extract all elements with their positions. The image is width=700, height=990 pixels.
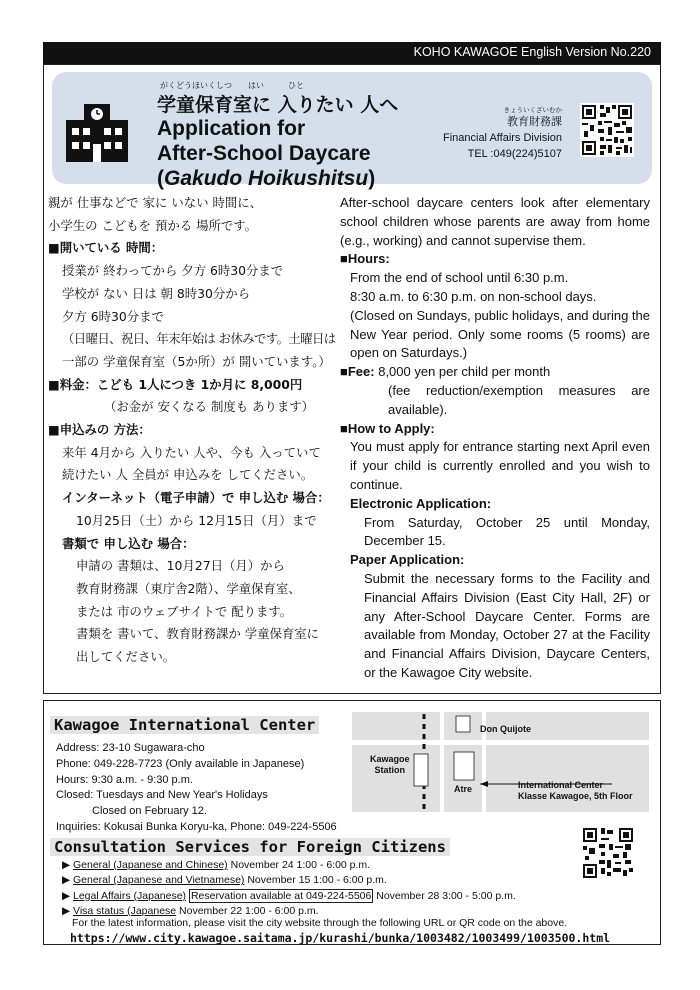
jp-heading-hours: ■開いている 時間：	[48, 240, 164, 256]
hours-heading: ■Hours:	[340, 251, 390, 267]
consultation-link[interactable]: General (Japanese and Chinese)	[73, 859, 228, 871]
map-label-atre: Atre	[454, 784, 473, 794]
jp-line: 授業が 終わってから 夕方 6時30分まで	[62, 263, 284, 279]
kic-closed-extra: Closed on February 12.	[92, 805, 207, 818]
title-japanese: 学童保育室に 入りたい 人へ	[157, 94, 399, 116]
qr-code[interactable]	[580, 103, 634, 157]
reservation-note: Reservation available at 049-224-5506	[190, 889, 372, 902]
school-building-icon	[66, 100, 128, 162]
jp-heading-fee: ■料金：こども 1人につき 1か月に 8,000円	[48, 376, 303, 392]
intro-paragraph: After-school daycare centers look after elementary school children whose parents are away from home (e.g., working) and cannot supervise them.	[340, 195, 650, 248]
consultation-item: ▶ General (Japanese and Vietnamese) November 15 1:00 - 6:00 p.m.	[62, 874, 387, 887]
jp-heading-apply: ■申込みの 方法：	[48, 422, 151, 438]
jp-line: 続けたい 人 全員が 申込みを してください。	[62, 467, 314, 483]
kic-inquiries: Inquiries: Kokusai Bunka Koryu-ka, Phone: 049-224-5506	[56, 820, 337, 833]
map-label-don-quijote: Don Quijote	[480, 724, 531, 734]
jp-line: （日曜日、祝日、年末年始は お休みです。土曜日は	[62, 331, 336, 347]
title-en-line3: (Gakudo Hoikushitsu)	[157, 167, 376, 190]
jp-line: 夕方 6時30分まで	[62, 308, 164, 324]
jp-line: 一部の 学童保育室（5か所）が 開いています。）	[62, 353, 331, 369]
city-website-link[interactable]: https://www.city.kawagoe.saitama.jp/kurashi/bunka/1003482/1003499/1003500.html	[70, 931, 611, 945]
jp-subheading-online: インターネット（電子申請）で 申し込む 場合：	[62, 490, 330, 506]
kic-phone: Phone: 049-228-7723 (Only available in Japanese)	[56, 757, 305, 770]
kic-hours: Hours: 9:30 a.m. - 9:30 p.m.	[56, 773, 193, 786]
japanese-column	[48, 192, 338, 669]
consultation-link[interactable]: General (Japanese and Vietnamese)	[73, 874, 245, 887]
electronic-heading: Electronic Application:	[350, 495, 492, 511]
jp-line: 親が 仕事などで 家に いない 時間に、	[48, 195, 263, 210]
map-label-international-center: International Center Klasse Kawagoe, 5th Floor	[518, 780, 633, 801]
kic-closed: Closed: Tuesdays and New Year's Holidays	[56, 789, 268, 802]
fee-note: (fee reduction/exemption measures are available).	[388, 382, 650, 417]
consultation-item: ▶ Visa status (Japanese November 22 1:00 - 6:00 p.m.	[62, 905, 319, 918]
consultation-list	[62, 858, 516, 920]
international-center-title: Kawagoe International Center	[50, 716, 319, 734]
dept-ruby: きょういくざいむか	[503, 106, 562, 114]
fee-row	[340, 363, 650, 382]
dept-en: Financial Affairs Division	[442, 132, 562, 144]
jp-line: 学校が ない 日は 朝 8時30分から	[62, 285, 251, 301]
title-en-line1: Application for	[157, 117, 306, 140]
jp-line: 来年 4月から 入りたい 人や、今も 入っていて	[62, 444, 321, 460]
map-label-station: Kawagoe Station	[370, 754, 410, 775]
newsletter-banner: KOHO KAWAGOE English Version No.220	[43, 42, 661, 64]
jp-line: または 市のウェブサイトで 配ります。	[76, 603, 293, 619]
division-contact	[430, 106, 562, 162]
electronic-text: From Saturday, October 25 until Monday, December 15.	[364, 514, 650, 549]
title-en-line2: After-School Daycare	[157, 142, 371, 165]
apply-text: You must apply for entrance starting next April even if your child is currently enrolled and you wish to continue.	[350, 439, 650, 492]
consultation-item: ▶ Legal Affairs (Japanese) Reservation available at 049-224-5506 November 28 3:00 - 5:00 p.m.	[62, 889, 516, 902]
jp-line: 教育財務課（東庁舎2階）、学童保育室、	[76, 580, 301, 596]
jp-line: 申請の 書類は、10月27日（月）から	[76, 558, 285, 574]
jp-line: 小学生の こどもを 預かる 場所です。	[48, 217, 258, 233]
dept-tel: TEL :049(224)5107	[467, 148, 562, 160]
hours-text: From the end of school until 6:30 p.m.	[350, 270, 569, 286]
fee-heading: ■Fee:	[340, 364, 375, 380]
apply-heading: ■How to Apply:	[340, 420, 435, 436]
hours-text: (Closed on Sundays, public holidays, and during the New Year period. Only some rooms (5 rooms) are open on Saturdays.)	[350, 307, 650, 361]
jp-line: 出してください。	[76, 649, 176, 665]
jp-line: 10月25日（土）から 12月15日（月）まで	[76, 512, 317, 528]
consultation-item: ▶ General (Japanese and Chinese) November 24 1:00 - 6:00 p.m.	[62, 859, 371, 871]
hours-text: 8:30 a.m. to 6:30 p.m. on non-school days.	[350, 288, 597, 304]
english-column	[340, 194, 650, 683]
consultation-link[interactable]: Visa status (Japanese	[73, 905, 177, 918]
international-center-info	[56, 741, 337, 836]
jp-line: （お金が 安くなる 制度も あります）	[104, 399, 315, 415]
consultation-title: Consultation Services for Foreign Citizens	[50, 838, 450, 856]
fee-text: 8,000 yen per child per month	[378, 364, 551, 380]
title-english	[157, 116, 375, 191]
consultation-link[interactable]: Legal Affairs (Japanese)	[73, 889, 187, 902]
paper-heading: Paper Application:	[350, 552, 465, 568]
title-ruby: がくどうほいくしつ はい ひと	[160, 81, 304, 90]
jp-subheading-paper: 書類で 申し込む 場合：	[62, 535, 195, 551]
dept-jp: 教育財務課	[507, 115, 562, 128]
jp-line: 書類を 書いて、教育財務課か 学童保育室に	[76, 626, 320, 642]
kic-address: Address: 23-10 Sugawara-cho	[56, 742, 205, 754]
latest-info-note: For the latest information, please visit the city website through the following URL or QR code on the above.	[72, 917, 568, 929]
paper-text: Submit the necessary forms to the Facility and Financial Affairs Division (East City Hall, 2F) or any After-School Daycare Center. Forms are available from Monday, October 27 at the Facility and Financial Affairs Division, Daycare Centers, or the Kawagoe City website.	[364, 570, 650, 680]
access-map	[352, 712, 649, 812]
qr-code-consultation[interactable]	[583, 828, 633, 878]
